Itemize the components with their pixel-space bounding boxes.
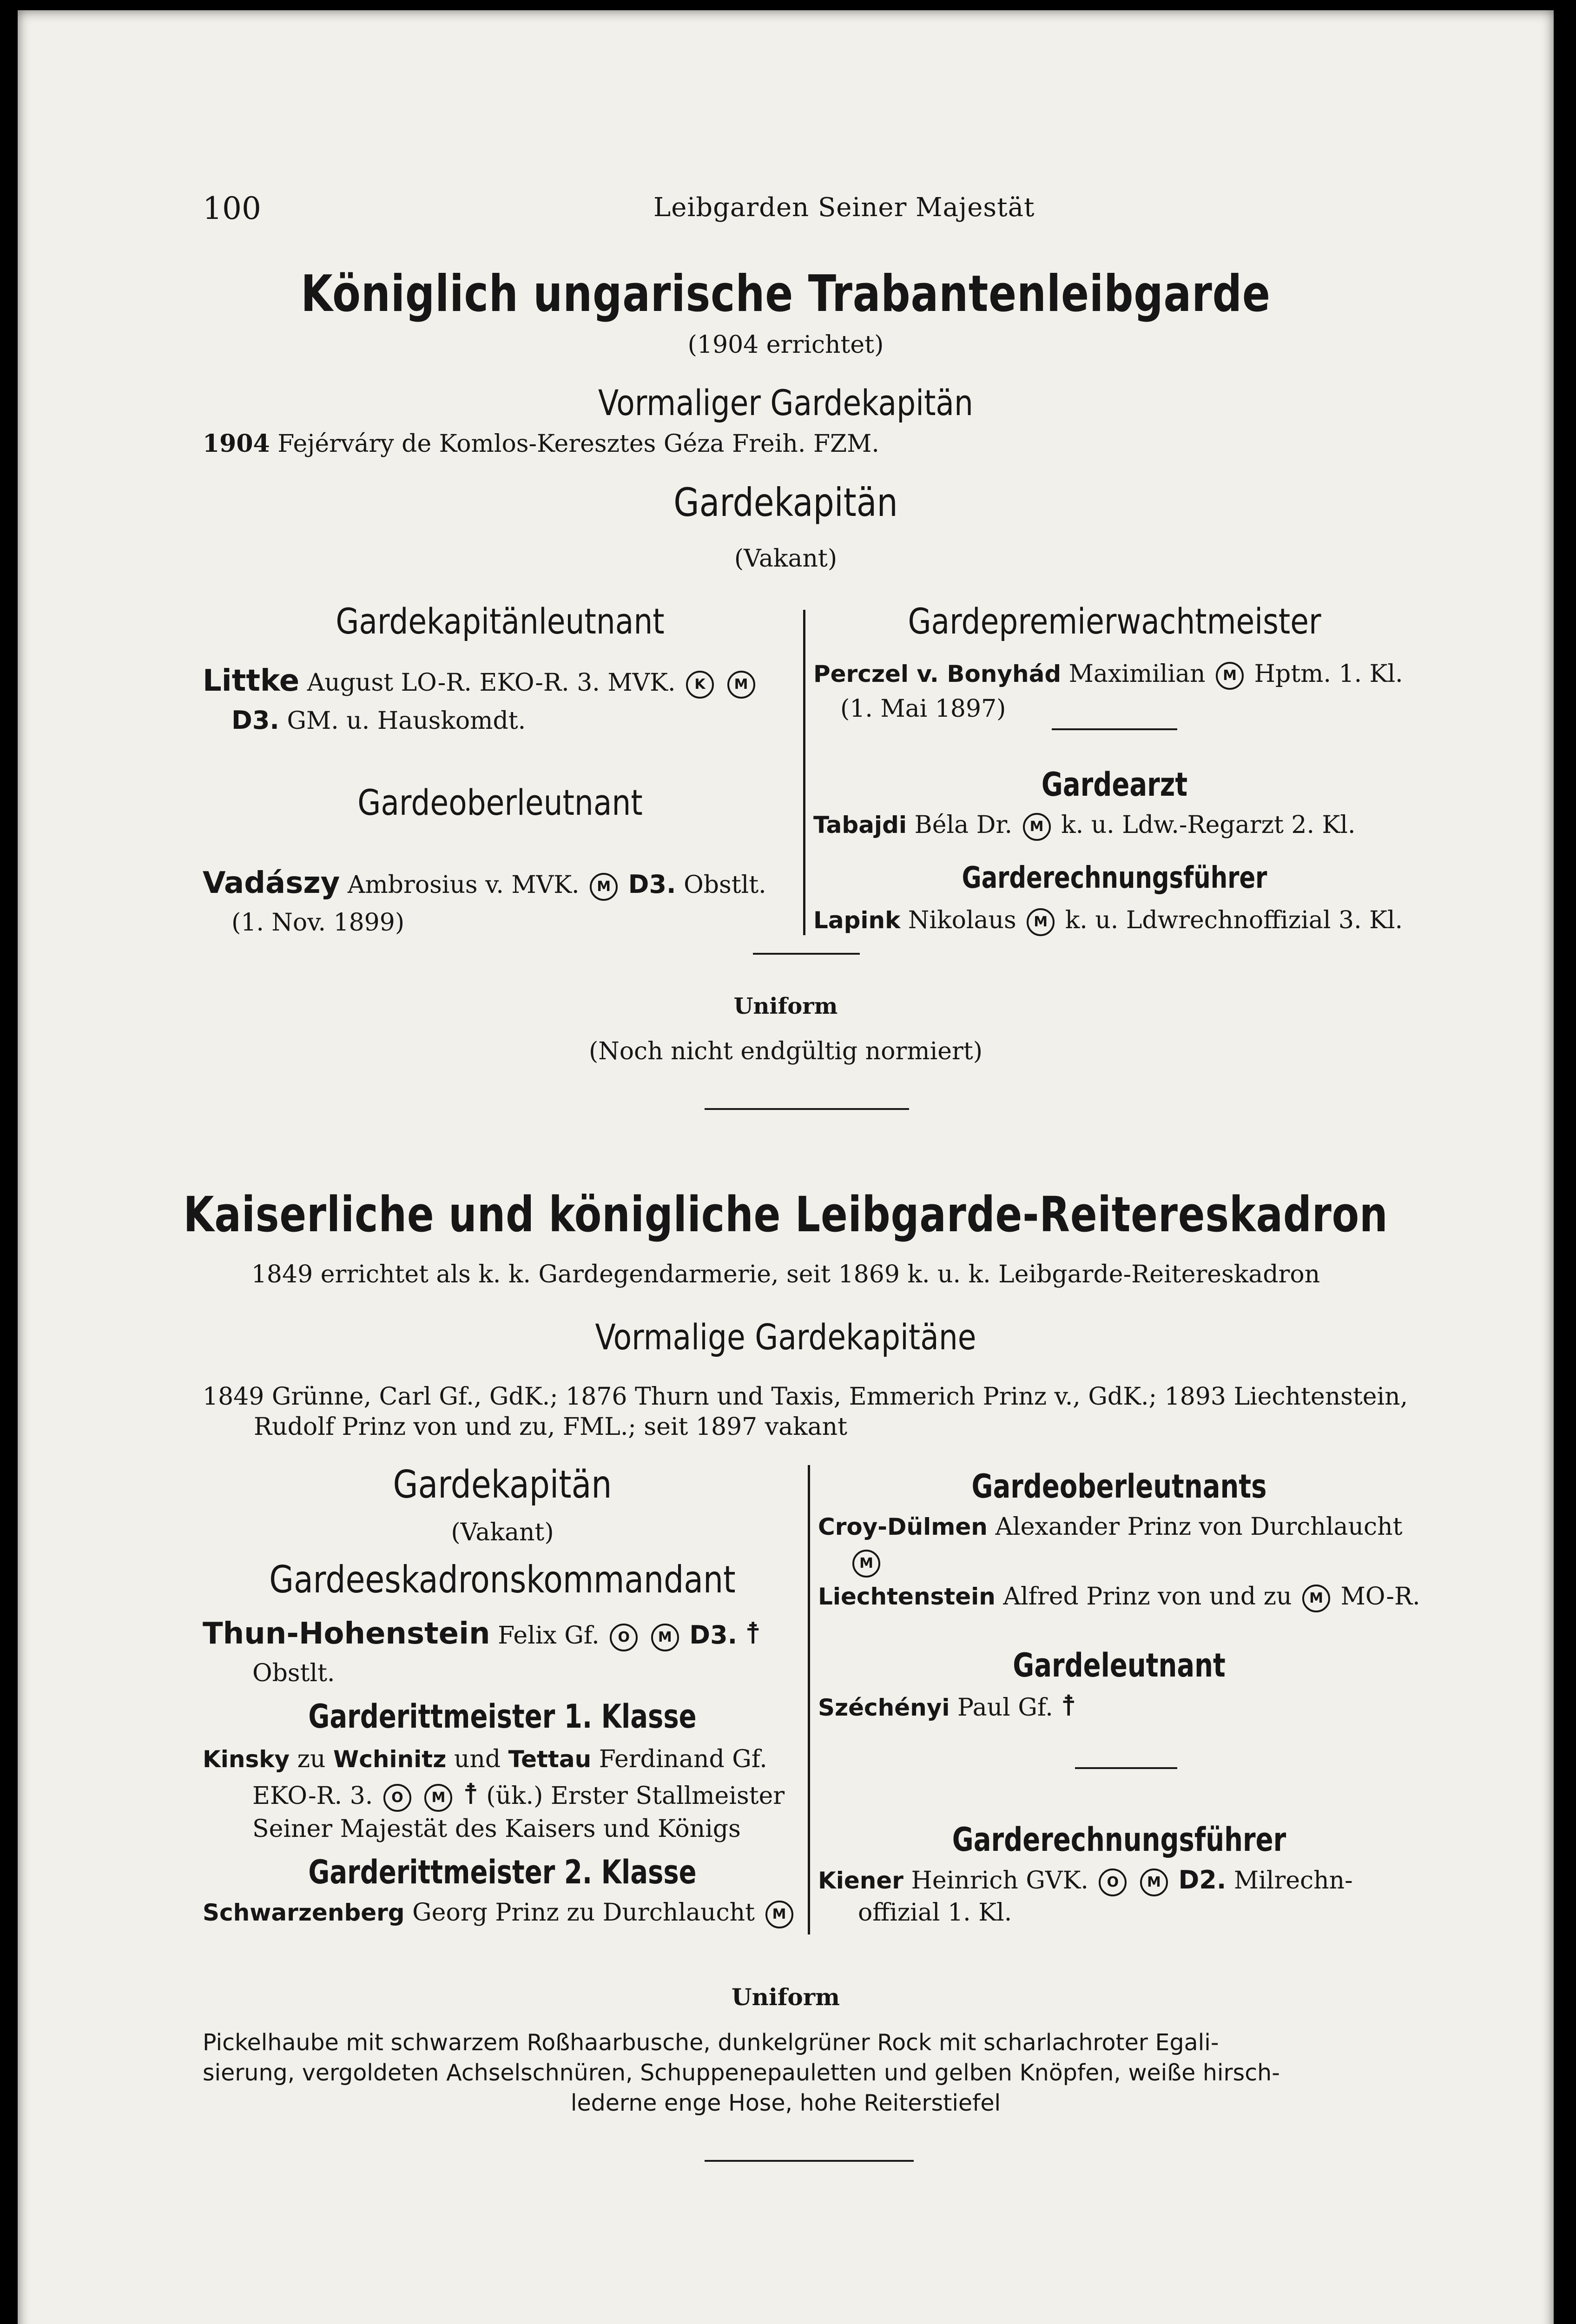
- section1-subtitle: (1904 errichtet): [687, 331, 884, 359]
- s2-rule-bottom: [705, 2160, 914, 2162]
- s2-thun-text1: Felix Gf.: [498, 1622, 600, 1650]
- s1-littke-name: Littke: [203, 664, 300, 698]
- s2-right-entry1: [818, 1509, 1403, 1545]
- s2-thun-line2: Obstlt.: [252, 1659, 335, 1687]
- m-decoration-icon: M: [1027, 908, 1055, 936]
- m-decoration-icon: M: [1216, 662, 1244, 690]
- s1-rule-2: [705, 1108, 909, 1110]
- k-decoration-icon: K: [686, 671, 714, 699]
- s2-uniform-heading: Uniform: [731, 1983, 840, 2011]
- cross-icon: ☨: [745, 1617, 761, 1651]
- s2-former-heading: Vormalige Gardekapitäne: [595, 1316, 976, 1358]
- s2-right-entry2: [818, 1579, 1420, 1614]
- s1-vadaszy-name: Vadászy: [203, 866, 340, 900]
- s1-vadaszy-text1: Ambrosius v. MVK.: [347, 871, 580, 899]
- s1-lapink-text1: Nikolaus: [908, 906, 1016, 934]
- s1-littke-line2: GM. u. Hauskomdt.: [287, 707, 526, 735]
- s1-right-rule: [1052, 728, 1177, 730]
- s2-former-line2: Rudolf Prinz von und zu, FML.; seit 1897 vakant: [254, 1413, 848, 1441]
- s1-former-year: 1904: [203, 429, 270, 458]
- s2-liechtenstein-text: Alfred Prinz von und zu: [1003, 1583, 1292, 1611]
- s1-rule-1: [753, 953, 860, 955]
- s1-vadaszy-d3: D3.: [628, 870, 676, 899]
- circle-decoration-icon: O: [1099, 1868, 1127, 1896]
- s1-right-entry3: [813, 903, 1403, 938]
- s2-left-value1: (Vakant): [451, 1519, 554, 1546]
- running-title: Leibgarden Seiner Majestät: [653, 192, 1035, 223]
- s2-right-heading2: Gardeleutnant: [1013, 1646, 1226, 1684]
- s1-littke-text: August LO-R. EKO-R. 3. MVK.: [307, 669, 676, 697]
- s1-lapink-name: Lapink: [813, 907, 901, 934]
- s2-thun-name: Thun-Hohenstein: [203, 1617, 490, 1651]
- s1-littke-d3: D3.: [231, 706, 279, 735]
- s1-right-heading2: Gardearzt: [1041, 766, 1188, 804]
- s1-captain-heading: Gardekapitän: [673, 480, 898, 525]
- s1-former-entry: [203, 426, 879, 462]
- s2-szechenyi-name: Széchényi: [818, 1694, 950, 1721]
- s2-croy-text: Alexander Prinz von Durchlaucht: [995, 1513, 1403, 1541]
- m-decoration-icon: M: [1302, 1585, 1330, 1612]
- s2-kinsky-und: und: [454, 1745, 501, 1773]
- m-decoration-icon: M: [765, 1901, 793, 1928]
- s1-right-entry2: [813, 807, 1356, 843]
- s2-kinsky-zu: zu: [297, 1745, 326, 1773]
- s1-vadaszy-line2: (1. Nov. 1899): [231, 909, 405, 937]
- s1-column-divider: [803, 610, 805, 935]
- m-decoration-icon: M: [1140, 1868, 1168, 1896]
- s1-vadaszy-text2: Obstlt.: [684, 871, 766, 899]
- m-decoration-icon: M: [727, 671, 755, 699]
- s1-perczel-line2: (1. Mai 1897): [840, 695, 1006, 723]
- s2-schwarzenberg-text: Georg Prinz zu Durchlaucht: [412, 1899, 755, 1927]
- s2-uniform-line1: Pickelhaube mit schwarzem Roßhaarbusche, dunkelgrüner Rock mit scharlachroter Egali-: [203, 2029, 1219, 2056]
- s2-kinsky-name2: Wchinitz: [333, 1746, 447, 1773]
- page-number: 100: [203, 191, 261, 226]
- s2-thun-d3: D3.: [689, 1620, 738, 1650]
- circle-decoration-icon: O: [383, 1784, 411, 1812]
- s1-tabajdi-name: Tabajdi: [813, 812, 907, 838]
- s2-liechtenstein-text2: MO-R.: [1340, 1583, 1420, 1611]
- s1-uniform-heading: Uniform: [733, 993, 838, 1019]
- s1-former-text: Fejérváry de Komlos-Keresztes Géza Freih. FZM.: [277, 430, 879, 458]
- m-decoration-icon: M: [852, 1550, 880, 1578]
- m-decoration-icon: M: [424, 1784, 452, 1812]
- s1-left-heading2: Gardeoberleutnant: [357, 782, 643, 823]
- s2-left-entry2: [203, 1742, 767, 1777]
- document-page: [18, 10, 1554, 2324]
- s2-kiener-text1: Heinrich GVK.: [911, 1867, 1088, 1895]
- s2-kinsky-name1: Kinsky: [203, 1746, 290, 1773]
- s1-lapink-text2: k. u. Ldwrechnoffizial 3. Kl.: [1065, 906, 1403, 934]
- m-decoration-icon: M: [590, 873, 618, 901]
- s1-left-heading1: Gardekapitänleutnant: [336, 601, 665, 642]
- s1-tabajdi-text1: Béla Dr.: [914, 811, 1013, 839]
- s2-kinsky-line2: [252, 1776, 785, 1814]
- section2-title: Kaiserliche und königliche Leibgarde-Reitereskadron: [183, 1186, 1388, 1243]
- s2-kinsky-text1: Ferdinand Gf.: [599, 1745, 767, 1773]
- s2-szechenyi-text: Paul Gf.: [957, 1694, 1053, 1722]
- s1-tabajdi-text2: k. u. Ldw.-Regarzt 2. Kl.: [1061, 811, 1356, 839]
- s2-schwarzenberg-name: Schwarzenberg: [203, 1899, 405, 1926]
- s2-kinsky-line2b: (ük.) Erster Stallmeister: [486, 1782, 785, 1810]
- s2-croy-name: Croy-Dülmen: [818, 1513, 988, 1540]
- s2-uniform-line3: lederne enge Hose, hohe Reiterstiefel: [570, 2090, 1001, 2116]
- s1-perczel-name: Perczel v. Bonyhád: [813, 660, 1062, 687]
- m-decoration-icon: M: [651, 1624, 679, 1651]
- circle-decoration-icon: O: [610, 1624, 638, 1651]
- s2-kiener-line2: offizial 1. Kl.: [858, 1899, 1012, 1927]
- m-decoration-icon: M: [1023, 813, 1051, 841]
- s2-left-entry1: [203, 1616, 761, 1653]
- s2-right-heading3: Garderechnungsführer: [952, 1821, 1286, 1859]
- s1-left-entry1: [203, 663, 758, 700]
- s2-right-entry3: [818, 1688, 1076, 1725]
- s2-right-heading1: Gardeoberleutnants: [971, 1467, 1267, 1505]
- s2-left-heading1: Gardekapitän: [393, 1463, 612, 1507]
- s1-left-entry1-line2: [231, 703, 526, 739]
- s1-uniform-text: (Noch nicht endgültig normiert): [588, 1037, 983, 1065]
- s2-kinsky-line3: Seiner Majestät des Kaisers und Königs: [252, 1815, 741, 1843]
- section2-subtitle: 1849 errichtet als k. k. Gardegendarmerie, seit 1869 k. u. k. Leibgarde-Reitereskadron: [251, 1261, 1320, 1288]
- s1-right-heading1: Gardepremierwachtmeister: [908, 601, 1321, 642]
- s2-left-entry3: [203, 1895, 796, 1930]
- s1-perczel-text1: Maximilian: [1068, 660, 1206, 688]
- s2-left-heading4: Garderittmeister 2. Klasse: [308, 1853, 697, 1891]
- s2-right-entry4: [818, 1862, 1353, 1898]
- s2-left-heading3: Garderittmeister 1. Klasse: [308, 1697, 697, 1736]
- s2-kiener-name: Kiener: [818, 1867, 903, 1894]
- s2-former-line1: 1849 Grünne, Carl Gf., GdK.; 1876 Thurn und Taxis, Emmerich Prinz v., GdK.; 1893 Liechtenstein,: [203, 1383, 1408, 1411]
- s2-kiener-d2: D2.: [1178, 1865, 1227, 1895]
- cross-icon: ☨: [1061, 1689, 1077, 1723]
- s1-captain-value: (Vakant): [734, 545, 837, 573]
- s2-croy-line2: [850, 1544, 883, 1579]
- s2-column-divider: [808, 1465, 810, 1934]
- s1-right-entry1: [813, 656, 1403, 692]
- s1-perczel-text2: Hptm. 1. Kl.: [1254, 660, 1403, 688]
- s2-kinsky-name3: Tettau: [508, 1746, 592, 1773]
- s2-uniform-line2: sierung, vergoldeten Achselschnüren, Schuppenepauletten und gelben Knöpfen, weiße hirsch-: [203, 2060, 1280, 2086]
- s1-right-heading3: Garderechnungsführer: [962, 861, 1267, 895]
- s1-left-entry2: [203, 865, 766, 903]
- s2-right-rule: [1075, 1767, 1177, 1769]
- section1-title: Königlich ungarische Trabantenleibgarde: [301, 265, 1271, 323]
- s2-kiener-text2: Milrechn-: [1233, 1867, 1353, 1895]
- s1-former-heading: Vormaliger Gardekapitän: [598, 382, 973, 423]
- s2-liechtenstein-name: Liechtenstein: [818, 1583, 996, 1610]
- s2-left-heading2: Gardeeskadronskommandant: [269, 1558, 736, 1601]
- cross-icon: ☨: [462, 1777, 479, 1811]
- s2-kinsky-line2a: EKO-R. 3.: [252, 1782, 373, 1810]
